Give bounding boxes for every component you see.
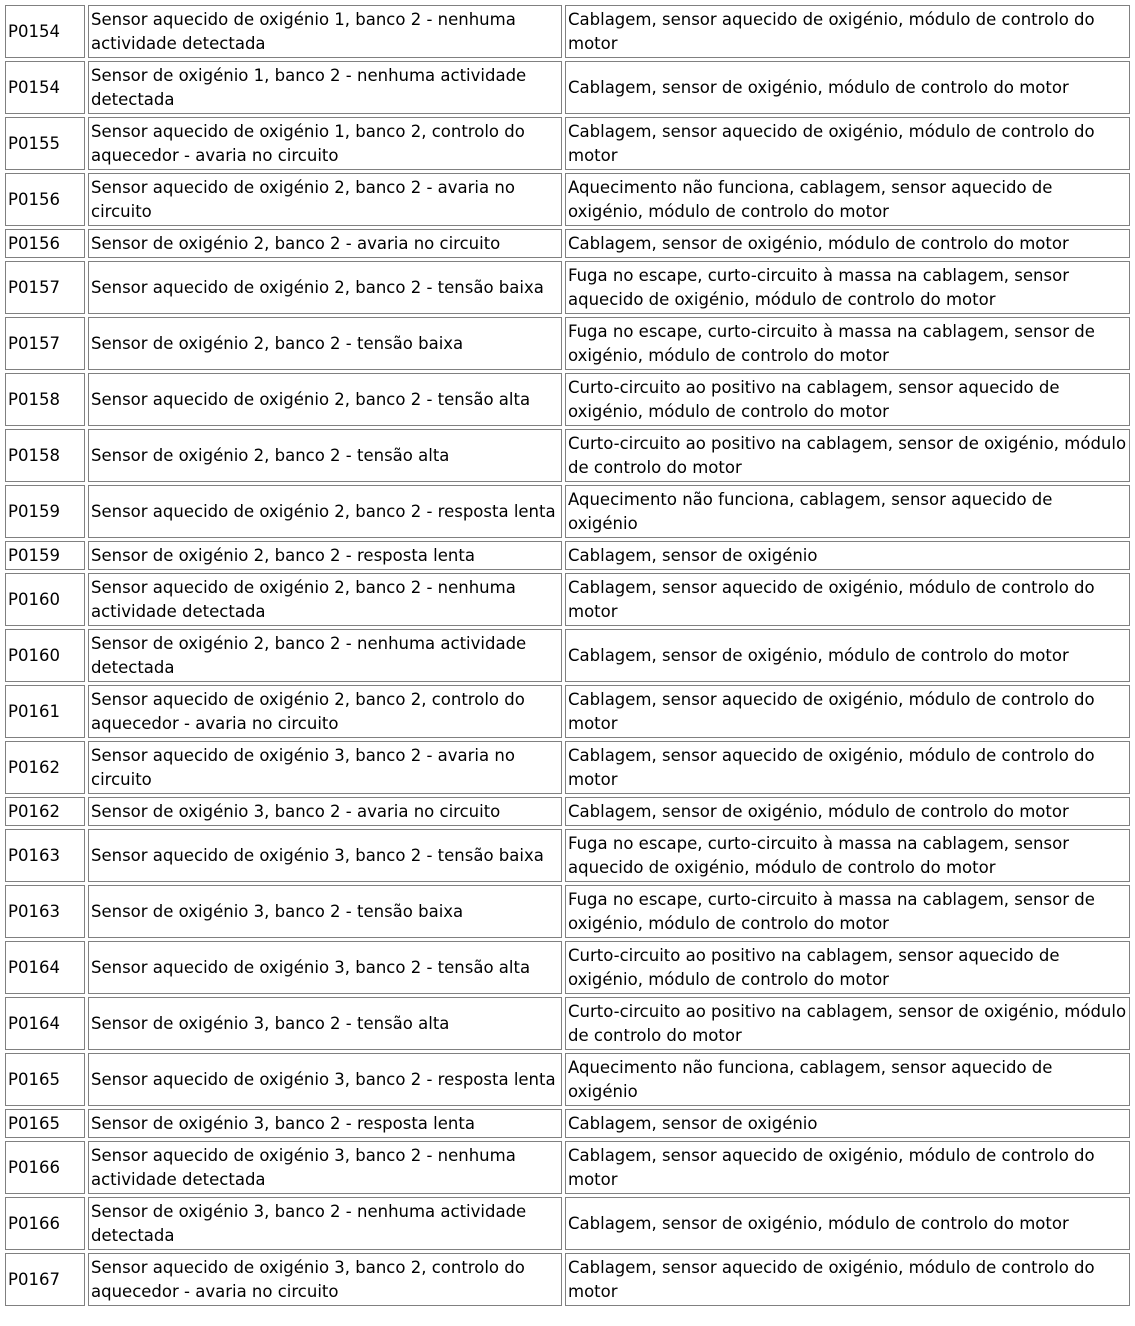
fault-code-cell: P0162 xyxy=(5,741,85,794)
fault-code-cell: P0154 xyxy=(5,61,85,114)
fault-code-cell: P0162 xyxy=(5,797,85,826)
fault-code-cell: P0164 xyxy=(5,997,85,1050)
table-row xyxy=(5,5,1130,58)
fault-description-cell: Sensor de oxigénio 2, banco 2 - tensão baixa xyxy=(88,317,562,370)
table-row xyxy=(5,1253,1130,1306)
fault-causes-cell: Curto-circuito ao positivo na cablagem, sensor de oxigénio, módulo de controlo do motor xyxy=(565,429,1130,482)
fault-description-cell: Sensor de oxigénio 2, banco 2 - resposta lenta xyxy=(88,541,562,570)
fault-causes-cell: Cablagem, sensor de oxigénio, módulo de controlo do motor xyxy=(565,229,1130,258)
fault-code-table xyxy=(2,2,1133,1309)
fault-code-cell: P0156 xyxy=(5,173,85,226)
fault-causes-cell: Cablagem, sensor de oxigénio xyxy=(565,541,1130,570)
fault-causes-cell: Cablagem, sensor aquecido de oxigénio, módulo de controlo do motor xyxy=(565,1253,1130,1306)
fault-description-cell: Sensor de oxigénio 2, banco 2 - tensão alta xyxy=(88,429,562,482)
fault-code-cell: P0165 xyxy=(5,1109,85,1138)
fault-code-cell: P0166 xyxy=(5,1141,85,1194)
fault-description-cell: Sensor aquecido de oxigénio 3, banco 2 - nenhuma actividade detectada xyxy=(88,1141,562,1194)
fault-description-cell: Sensor aquecido de oxigénio 3, banco 2 - tensão baixa xyxy=(88,829,562,882)
fault-description-cell: Sensor de oxigénio 2, banco 2 - avaria no circuito xyxy=(88,229,562,258)
fault-description-cell: Sensor de oxigénio 3, banco 2 - resposta lenta xyxy=(88,1109,562,1138)
table-row xyxy=(5,997,1130,1050)
fault-code-cell: P0160 xyxy=(5,629,85,682)
table-row xyxy=(5,485,1130,538)
fault-code-cell: P0157 xyxy=(5,317,85,370)
table-row xyxy=(5,429,1130,482)
fault-causes-cell: Cablagem, sensor aquecido de oxigénio, módulo de controlo do motor xyxy=(565,573,1130,626)
table-row xyxy=(5,741,1130,794)
table-row xyxy=(5,229,1130,258)
fault-code-cell: P0154 xyxy=(5,5,85,58)
fault-causes-cell: Cablagem, sensor aquecido de oxigénio, módulo de controlo do motor xyxy=(565,1141,1130,1194)
table-row xyxy=(5,573,1130,626)
table-row xyxy=(5,1141,1130,1194)
fault-code-cell: P0157 xyxy=(5,261,85,314)
fault-description-cell: Sensor de oxigénio 2, banco 2 - nenhuma actividade detectada xyxy=(88,629,562,682)
fault-code-cell: P0163 xyxy=(5,829,85,882)
fault-description-cell: Sensor aquecido de oxigénio 1, banco 2, controlo do aquecedor - avaria no circuito xyxy=(88,117,562,170)
fault-code-cell: P0159 xyxy=(5,485,85,538)
fault-description-cell: Sensor aquecido de oxigénio 2, banco 2 - resposta lenta xyxy=(88,485,562,538)
table-row xyxy=(5,829,1130,882)
fault-code-cell: P0156 xyxy=(5,229,85,258)
fault-code-cell: P0158 xyxy=(5,429,85,482)
fault-description-cell: Sensor aquecido de oxigénio 3, banco 2 - tensão alta xyxy=(88,941,562,994)
fault-code-cell: P0158 xyxy=(5,373,85,426)
fault-causes-cell: Fuga no escape, curto-circuito à massa na cablagem, sensor aquecido de oxigénio, módulo de controlo do motor xyxy=(565,261,1130,314)
fault-description-cell: Sensor aquecido de oxigénio 3, banco 2 - avaria no circuito xyxy=(88,741,562,794)
fault-causes-cell: Fuga no escape, curto-circuito à massa na cablagem, sensor de oxigénio, módulo de controlo do motor xyxy=(565,317,1130,370)
fault-description-cell: Sensor aquecido de oxigénio 2, banco 2, controlo do aquecedor - avaria no circuito xyxy=(88,685,562,738)
fault-causes-cell: Cablagem, sensor de oxigénio, módulo de controlo do motor xyxy=(565,61,1130,114)
fault-description-cell: Sensor aquecido de oxigénio 3, banco 2 - resposta lenta xyxy=(88,1053,562,1106)
table-row xyxy=(5,941,1130,994)
fault-description-cell: Sensor aquecido de oxigénio 1, banco 2 - nenhuma actividade detectada xyxy=(88,5,562,58)
fault-causes-cell: Aquecimento não funciona, cablagem, sensor aquecido de oxigénio, módulo de controlo do motor xyxy=(565,173,1130,226)
fault-code-cell: P0163 xyxy=(5,885,85,938)
table-row xyxy=(5,1053,1130,1106)
fault-code-cell: P0165 xyxy=(5,1053,85,1106)
fault-description-cell: Sensor aquecido de oxigénio 2, banco 2 - tensão alta xyxy=(88,373,562,426)
table-row xyxy=(5,685,1130,738)
fault-causes-cell: Cablagem, sensor aquecido de oxigénio, módulo de controlo do motor xyxy=(565,117,1130,170)
fault-description-cell: Sensor aquecido de oxigénio 2, banco 2 - tensão baixa xyxy=(88,261,562,314)
fault-description-cell: Sensor aquecido de oxigénio 2, banco 2 - avaria no circuito xyxy=(88,173,562,226)
fault-causes-cell: Cablagem, sensor de oxigénio, módulo de controlo do motor xyxy=(565,629,1130,682)
fault-code-cell: P0167 xyxy=(5,1253,85,1306)
fault-code-cell: P0164 xyxy=(5,941,85,994)
fault-description-cell: Sensor de oxigénio 3, banco 2 - avaria no circuito xyxy=(88,797,562,826)
fault-causes-cell: Curto-circuito ao positivo na cablagem, sensor aquecido de oxigénio, módulo de controlo do motor xyxy=(565,373,1130,426)
table-row xyxy=(5,541,1130,570)
fault-description-cell: Sensor aquecido de oxigénio 2, banco 2 - nenhuma actividade detectada xyxy=(88,573,562,626)
table-row xyxy=(5,261,1130,314)
fault-causes-cell: Cablagem, sensor de oxigénio, módulo de controlo do motor xyxy=(565,797,1130,826)
table-row xyxy=(5,885,1130,938)
table-row xyxy=(5,61,1130,114)
fault-code-cell: P0160 xyxy=(5,573,85,626)
table-row xyxy=(5,117,1130,170)
fault-description-cell: Sensor de oxigénio 3, banco 2 - tensão alta xyxy=(88,997,562,1050)
fault-causes-cell: Cablagem, sensor de oxigénio xyxy=(565,1109,1130,1138)
fault-code-cell: P0166 xyxy=(5,1197,85,1250)
fault-causes-cell: Aquecimento não funciona, cablagem, sensor aquecido de oxigénio xyxy=(565,485,1130,538)
fault-description-cell: Sensor de oxigénio 3, banco 2 - nenhuma actividade detectada xyxy=(88,1197,562,1250)
fault-code-table-body xyxy=(5,5,1130,1306)
table-row xyxy=(5,1197,1130,1250)
fault-causes-cell: Curto-circuito ao positivo na cablagem, sensor de oxigénio, módulo de controlo do motor xyxy=(565,997,1130,1050)
fault-causes-cell: Fuga no escape, curto-circuito à massa na cablagem, sensor de oxigénio, módulo de controlo do motor xyxy=(565,885,1130,938)
table-row xyxy=(5,797,1130,826)
fault-description-cell: Sensor de oxigénio 3, banco 2 - tensão baixa xyxy=(88,885,562,938)
table-row xyxy=(5,1109,1130,1138)
fault-description-cell: Sensor aquecido de oxigénio 3, banco 2, controlo do aquecedor - avaria no circuito xyxy=(88,1253,562,1306)
table-row xyxy=(5,373,1130,426)
fault-code-cell: P0155 xyxy=(5,117,85,170)
fault-causes-cell: Cablagem, sensor aquecido de oxigénio, módulo de controlo do motor xyxy=(565,685,1130,738)
fault-code-cell: P0161 xyxy=(5,685,85,738)
table-row xyxy=(5,173,1130,226)
table-row xyxy=(5,317,1130,370)
fault-causes-cell: Curto-circuito ao positivo na cablagem, sensor aquecido de oxigénio, módulo de controlo do motor xyxy=(565,941,1130,994)
table-row xyxy=(5,629,1130,682)
fault-causes-cell: Cablagem, sensor aquecido de oxigénio, módulo de controlo do motor xyxy=(565,741,1130,794)
fault-causes-cell: Cablagem, sensor aquecido de oxigénio, módulo de controlo do motor xyxy=(565,5,1130,58)
fault-causes-cell: Aquecimento não funciona, cablagem, sensor aquecido de oxigénio xyxy=(565,1053,1130,1106)
fault-causes-cell: Fuga no escape, curto-circuito à massa na cablagem, sensor aquecido de oxigénio, módulo de controlo do motor xyxy=(565,829,1130,882)
fault-description-cell: Sensor de oxigénio 1, banco 2 - nenhuma actividade detectada xyxy=(88,61,562,114)
fault-code-cell: P0159 xyxy=(5,541,85,570)
fault-causes-cell: Cablagem, sensor de oxigénio, módulo de controlo do motor xyxy=(565,1197,1130,1250)
